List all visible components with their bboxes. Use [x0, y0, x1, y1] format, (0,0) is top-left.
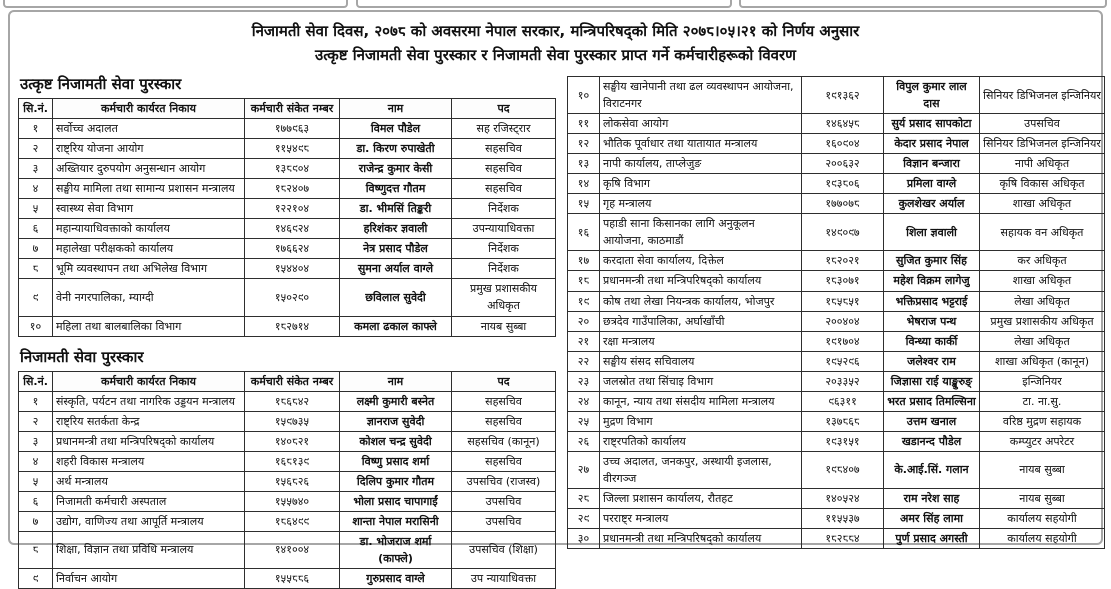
cell-office: सङ्घीय मामिला तथा सामान्य प्रशासन मन्त्रालय	[53, 179, 245, 199]
cell-name: राम नरेश साह	[884, 488, 980, 508]
cell-office: शिक्षा, विज्ञान तथा प्रविधि मन्त्रालय	[53, 531, 245, 568]
table-row	[568, 311, 1105, 331]
award-table-civil-2	[567, 76, 1105, 549]
cell-sn: ३	[19, 431, 53, 451]
cell-post: निर्देशक	[452, 199, 556, 219]
table-row	[19, 199, 556, 219]
section1-heading: उत्कृष्ट निजामती सेवा पुरस्कार	[20, 75, 182, 93]
table-row	[19, 316, 556, 336]
cell-post: कम्प्युटर अपरेटर	[980, 431, 1105, 451]
table-row	[568, 371, 1105, 391]
table-row	[568, 451, 1105, 488]
cell-post: उप न्यायाधिवक्ता	[452, 569, 556, 589]
left-column	[18, 72, 555, 589]
cell-sn: ११	[568, 114, 600, 134]
section2-heading: निजामती सेवा पुरस्कार	[20, 347, 144, 366]
cell-post: नायब सुब्बा	[980, 488, 1105, 508]
table-row	[19, 431, 556, 451]
table-row	[568, 271, 1105, 291]
cell-office: गृह मन्त्रालय	[600, 194, 802, 214]
cell-office: करदाता सेवा कार्यालय, दिक्तेल	[600, 251, 802, 271]
cell-code: १९१३६२	[802, 77, 884, 114]
cell-code: १८२०२१	[802, 251, 884, 271]
cell-post: सिनियर डिभिजनल इन्जिनियर	[980, 77, 1105, 114]
cell-post: उपन्यायाधिवक्ता	[452, 219, 556, 239]
table-row	[19, 531, 556, 568]
cell-office: छत्रदेव गाउँपालिका, अर्घाखाँची	[600, 311, 802, 331]
cell-name: राजेन्द्र कुमार केसी	[340, 159, 452, 179]
cell-post: प्रमुख प्रशासकीय अधिकृत	[452, 279, 556, 316]
table-row	[568, 174, 1105, 194]
cell-sn: २९	[568, 509, 600, 529]
column-header-sn: सि.नं.	[19, 99, 53, 119]
right-column	[567, 76, 1105, 549]
cell-post: सिनियर डिभिजनल इन्जिनियर	[980, 134, 1105, 154]
cell-name: शिला ज्ञवाली	[884, 214, 980, 251]
cell-name: के.आई.सिं. गलान	[884, 451, 980, 488]
cell-code: १६८१३९	[245, 451, 340, 471]
cell-post: सहसचिव	[452, 451, 556, 471]
cell-code: १८५८५१	[802, 291, 884, 311]
cell-code: २००६३२	[802, 154, 884, 174]
cell-post: कार्यालय सहयोगी	[980, 529, 1105, 549]
table-row	[568, 488, 1105, 508]
cell-code: १८६४९९	[245, 511, 340, 531]
cell-office: कोष तथा लेखा नियन्त्रक कार्यालय, भोजपुर	[600, 291, 802, 311]
cell-office: अर्थ मन्त्रालय	[53, 471, 245, 491]
cell-name: छविलाल सुवेदी	[340, 279, 452, 316]
cell-office: प्रधानमन्त्री तथा मन्त्रिपरिषद्को कार्यालय	[53, 431, 245, 451]
table-row	[568, 391, 1105, 411]
cell-code: १९५२९६	[802, 351, 884, 371]
cell-code: १९३१५१	[802, 431, 884, 451]
cell-code: १७७०७८	[802, 194, 884, 214]
cell-post: कृषि विकास अधिकृत	[980, 174, 1105, 194]
cell-post: इन्जिनियर	[980, 371, 1105, 391]
cell-post: सहायक वन अधिकृत	[980, 214, 1105, 251]
table-row	[568, 509, 1105, 529]
table-row	[19, 471, 556, 491]
table-row	[19, 179, 556, 199]
table-row	[568, 154, 1105, 174]
cell-post: कर अधिकृत	[980, 251, 1105, 271]
cell-name: डा. भोजराज शर्मा (काफ्ले)	[340, 531, 452, 568]
cell-sn: ८	[19, 531, 53, 568]
cell-name: जिज्ञासा राई याङ्खुरुङ्	[884, 371, 980, 391]
cell-name: विष्णुदत्त गौतम	[340, 179, 452, 199]
cell-office: उद्योग, वाणिज्य तथा आपूर्ति मन्त्रालय	[53, 511, 245, 531]
cell-office: सर्वोच्च अदालत	[53, 119, 245, 139]
cell-post: सह रजिस्ट्रार	[452, 119, 556, 139]
cell-post: सहसचिव	[452, 391, 556, 411]
cell-code: १५९७३५	[245, 411, 340, 431]
cell-office: भौतिक पूर्वाधार तथा यातायात मन्त्रालय	[600, 134, 802, 154]
cell-name: कुलशेखर अर्याल	[884, 194, 980, 214]
cell-name: सुमना अर्याल वाग्ले	[340, 259, 452, 279]
cell-name: विष्णु प्रसाद शर्मा	[340, 451, 452, 471]
cell-office: कृषि विभाग	[600, 174, 802, 194]
table-row	[19, 491, 556, 511]
cell-post: उपसचिव (शिक्षा)	[452, 531, 556, 568]
cell-name: भेषराज पन्थ	[884, 311, 980, 331]
cell-sn: ८	[19, 259, 53, 279]
cell-name: हरिशंकर ज्ञवाली	[340, 219, 452, 239]
cell-sn: ६	[19, 491, 53, 511]
cell-sn: २	[19, 411, 53, 431]
table-header-row	[19, 371, 556, 391]
column-header-office: कर्मचारी कार्यरत निकाय	[53, 371, 245, 391]
cell-name: खडानन्द पौडेल	[884, 431, 980, 451]
cell-name: दिलिप कुमार गौतम	[340, 471, 452, 491]
cell-code: ११५५३७	[802, 509, 884, 529]
cell-office: अख्तियार दुरुपयोग अनुसन्धान आयोग	[53, 159, 245, 179]
cell-post: उपसचिव	[980, 114, 1105, 134]
cell-name: ज्ञानराज सुवेदी	[340, 411, 452, 431]
cell-office: राष्ट्रिय योजना आयोग	[53, 139, 245, 159]
cell-name: प्रमिला वाग्ले	[884, 174, 980, 194]
content-columns	[18, 72, 1101, 589]
table-row	[568, 77, 1105, 114]
top-cropped-panel-left	[3, 0, 348, 8]
cell-post: शाखा अधिकृत (कानून)	[980, 351, 1105, 371]
cell-post: उपसचिव	[452, 491, 556, 511]
cell-post: सहसचिव	[452, 411, 556, 431]
cell-post: सहसचिव (कानून)	[452, 431, 556, 451]
table-row	[19, 119, 556, 139]
cell-sn: १७	[568, 251, 600, 271]
column-header-name: नाम	[340, 99, 452, 119]
cell-code: १२२१०४	[245, 199, 340, 219]
column-header-post: पद	[452, 371, 556, 391]
cell-name: अमर सिंह लामा	[884, 509, 980, 529]
cell-code: १९३८०६	[802, 174, 884, 194]
table-row	[568, 411, 1105, 431]
cell-code: २००४०४	[802, 311, 884, 331]
table-row	[19, 219, 556, 239]
cell-name: कोशल चन्द्र सुवेदी	[340, 431, 452, 451]
cell-office: निर्वाचन आयोग	[53, 569, 245, 589]
cell-sn: १८	[568, 271, 600, 291]
cell-name: नेत्र प्रसाद पौडेल	[340, 239, 452, 259]
cell-office: प्रधानमन्त्री तथा मन्त्रिपरिषद्को कार्यालय	[600, 529, 802, 549]
table-row	[568, 194, 1105, 214]
column-header-name: नाम	[340, 371, 452, 391]
table-row	[568, 251, 1105, 271]
cell-name: विज्ञान बन्जारा	[884, 154, 980, 174]
cell-post: लेखा अधिकृत	[980, 291, 1105, 311]
cell-office: भूमि व्यवस्थापन तथा अभिलेख विभाग	[53, 259, 245, 279]
table-row	[19, 239, 556, 259]
cell-post: निर्देशक	[452, 259, 556, 279]
cell-office: पहाडी साना किसानका लागि अनुकूलन आयोजना, काठमाडौं	[600, 214, 802, 251]
table-row	[19, 451, 556, 471]
document-title-line1: निजामती सेवा दिवस, २०७८ को अवसरमा नेपाल सरकार, मन्त्रिपरिषद्को मिति २०७८।०५।२१ को निर्णय अनुसार	[251, 22, 860, 40]
cell-office: परराष्ट्र मन्त्रालय	[600, 509, 802, 529]
cell-name: उत्तम खनाल	[884, 411, 980, 431]
cell-sn: २	[19, 139, 53, 159]
cell-code: १८२४०७	[245, 179, 340, 199]
cell-code: १८३०७१	[802, 271, 884, 291]
cell-office: निजामती कर्मचारी अस्पताल	[53, 491, 245, 511]
cell-code: १३८९०४	[245, 159, 340, 179]
cell-sn: १६	[568, 214, 600, 251]
cell-sn: ६	[19, 219, 53, 239]
cell-sn: २१	[568, 331, 600, 351]
cell-sn: ७	[19, 511, 53, 531]
column-header-office: कर्मचारी कार्यरत निकाय	[53, 99, 245, 119]
cell-code: १९१७०४	[802, 331, 884, 351]
cell-name: डा. भीमसिं तिङ्करी	[340, 199, 452, 219]
cell-name: डा. किरण रुपाखेती	[340, 139, 452, 159]
column-header-sn: सि.नं.	[19, 371, 53, 391]
cell-name: भरत प्रसाद तिमल्सिना	[884, 391, 980, 411]
cell-post: नायब सुब्बा	[452, 316, 556, 336]
cell-sn: १०	[19, 316, 53, 336]
cell-office: रक्षा मन्त्रालय	[600, 331, 802, 351]
cell-post: वरिष्ठ मुद्रण सहायक	[980, 411, 1105, 431]
cell-sn: २३	[568, 371, 600, 391]
cell-name: जलेश्वर राम	[884, 351, 980, 371]
cell-sn: १५	[568, 194, 600, 214]
table-row	[568, 214, 1105, 251]
table-row	[19, 411, 556, 431]
cell-sn: २५	[568, 411, 600, 431]
cell-office: महान्यायाधिवक्ताको कार्यालय	[53, 219, 245, 239]
cell-sn: २०	[568, 311, 600, 331]
document-title-line2: उत्कृष्ट निजामती सेवा पुरस्कार र निजामती सेवा पुरस्कार प्राप्त गर्ने कर्मचारीहरूको विवरण	[314, 46, 797, 64]
cell-sn: ४	[19, 451, 53, 471]
cell-post: निर्देशक	[452, 239, 556, 259]
cell-office: नापी कार्यालय, ताप्लेजुङ	[600, 154, 802, 174]
table-row	[568, 431, 1105, 451]
cell-name: विमल पौडेल	[340, 119, 452, 139]
cell-office: प्रधानमन्त्री तथा मन्त्रिपरिषद्को कार्यालय	[600, 271, 802, 291]
cell-office: जिल्ला प्रशासन कार्यालय, रौतहट	[600, 488, 802, 508]
cell-code: १५४४०४	[245, 259, 340, 279]
cell-name: केदार प्रसाद नेपाल	[884, 134, 980, 154]
table-row	[568, 529, 1105, 549]
cell-post: शाखा अधिकृत	[980, 271, 1105, 291]
cell-code: ९६३११	[802, 391, 884, 411]
cell-office: संस्कृति, पर्यटन तथा नागरिक उड्डयन मन्त्रालय	[53, 391, 245, 411]
table-row	[568, 134, 1105, 154]
cell-code: १४६९२४	[245, 219, 340, 239]
cell-code: २०३३५२	[802, 371, 884, 391]
cell-post: सहसचिव	[452, 179, 556, 199]
cell-post: उपसचिव (राजस्व)	[452, 471, 556, 491]
top-cropped-panel-middle	[356, 0, 732, 8]
cell-office: महिला तथा बालबालिका विभाग	[53, 316, 245, 336]
cell-name: लक्ष्मी कुमारी बस्नेत	[340, 391, 452, 411]
cell-sn: २६	[568, 431, 600, 451]
cell-post: कार्यालय सहयोगी	[980, 509, 1105, 529]
cell-code: १५६८२६	[245, 471, 340, 491]
cell-sn: २४	[568, 391, 600, 411]
cell-office: सङ्घीय संसद सचिवालय	[600, 351, 802, 371]
table-row	[19, 569, 556, 589]
cell-office: वेनी नगरपालिका, म्याग्दी	[53, 279, 245, 316]
cell-office: शहरी विकास मन्त्रालय	[53, 451, 245, 471]
cell-code: १५५८८६	[245, 569, 340, 589]
cell-name: महेश विक्रम लागेजु	[884, 271, 980, 291]
cell-sn: २२	[568, 351, 600, 371]
cell-sn: ५	[19, 199, 53, 219]
cell-code: १८२८८४	[802, 529, 884, 549]
table-row	[19, 159, 556, 179]
cell-sn: १३	[568, 154, 600, 174]
cell-code: १४०८२१	[245, 431, 340, 451]
cell-name: भक्तिप्रसाद भट्टराई	[884, 291, 980, 311]
cell-code: १९८४०७	[802, 451, 884, 488]
cell-sn: २८	[568, 488, 600, 508]
cell-code: १५५७४०	[245, 491, 340, 511]
cell-code: १६०९०४	[802, 134, 884, 154]
table-row	[568, 351, 1105, 371]
cell-name: विन्ध्या कार्की	[884, 331, 980, 351]
table-row	[19, 511, 556, 531]
award-table-excellent	[18, 98, 556, 337]
cell-sn: ५	[19, 471, 53, 491]
cell-office: राष्ट्रपतिको कार्यालय	[600, 431, 802, 451]
cell-post: टा. ना.सु.	[980, 391, 1105, 411]
cell-sn: १०	[568, 77, 600, 114]
cell-name: गुरुप्रसाद वाग्ले	[340, 569, 452, 589]
cell-sn: १२	[568, 134, 600, 154]
cell-post: सहसचिव	[452, 139, 556, 159]
table-row	[568, 114, 1105, 134]
cell-sn: २७	[568, 451, 600, 488]
award-table-civil-1	[18, 371, 556, 589]
cell-office: महालेखा परीक्षकको कार्यालय	[53, 239, 245, 259]
table-row	[568, 331, 1105, 351]
cell-post: लेखा अधिकृत	[980, 331, 1105, 351]
cell-office: जलस्रोत तथा सिंचाइ विभाग	[600, 371, 802, 391]
table-row	[19, 139, 556, 159]
table-row	[19, 391, 556, 411]
column-header-post: पद	[452, 99, 556, 119]
cell-sn: १४	[568, 174, 600, 194]
cell-code: १५०२९०	[245, 279, 340, 316]
cell-code: १८६८४२	[245, 391, 340, 411]
cell-code: ११५४९८	[245, 139, 340, 159]
top-cropped-panel-right	[739, 0, 1107, 8]
table-row	[568, 291, 1105, 311]
cell-post: उपसचिव	[452, 511, 556, 531]
cell-post: नापी अधिकृत	[980, 154, 1105, 174]
column-header-code: कर्मचारी संकेत नम्बर	[245, 99, 340, 119]
table-header-row	[19, 99, 556, 119]
cell-code: १३७८६८	[802, 411, 884, 431]
cell-office: सङ्घीय खानेपानी तथा ढल व्यवस्थापन आयोजना, विराटनगर	[600, 77, 802, 114]
cell-sn: १	[19, 119, 53, 139]
cell-sn: १	[19, 391, 53, 411]
cell-post: सहसचिव	[452, 159, 556, 179]
cell-name: पुर्ण प्रसाद अगस्ती	[884, 529, 980, 549]
cell-name: शान्ता नेपाल मरासिनी	[340, 511, 452, 531]
cell-sn: ७	[19, 239, 53, 259]
document-title	[18, 19, 1093, 67]
cell-office: उच्च अदालत, जनकपुर, अस्थायी इजलास, वीरगञ्ज	[600, 451, 802, 488]
cell-sn: १९	[568, 291, 600, 311]
cell-sn: ३०	[568, 529, 600, 549]
cell-sn: ९	[19, 569, 53, 589]
cell-office: मुद्रण विभाग	[600, 411, 802, 431]
cell-sn: ९	[19, 279, 53, 316]
table-row	[19, 279, 556, 316]
cell-name: विपुल कुमार लाल दास	[884, 77, 980, 114]
cell-office: राष्ट्रिय सतर्कता केन्द्र	[53, 411, 245, 431]
document-panel	[8, 10, 1103, 586]
column-header-code: कर्मचारी संकेत नम्बर	[245, 371, 340, 391]
cell-sn: ३	[19, 159, 53, 179]
cell-post: शाखा अधिकृत	[980, 194, 1105, 214]
cell-code: १४०५२४	[802, 488, 884, 508]
cell-code: १४१००४	[245, 531, 340, 568]
cell-office: लोकसेवा आयोग	[600, 114, 802, 134]
cell-name: कमला ढकाल काफ्ले	[340, 316, 452, 336]
cell-name: भोला प्रसाद चापागाईं	[340, 491, 452, 511]
cell-office: स्वास्थ्य सेवा विभाग	[53, 199, 245, 219]
cell-post: प्रमुख प्रशासकीय अधिकृत	[980, 311, 1105, 331]
cell-code: १४९०९७	[802, 214, 884, 251]
cell-code: १८२७१४	[245, 316, 340, 336]
cell-office: कानून, न्याय तथा संसदीय मामिला मन्त्रालय	[600, 391, 802, 411]
cell-sn: ४	[19, 179, 53, 199]
cell-code: १४६४५८	[802, 114, 884, 134]
cell-code: १७७९६३	[245, 119, 340, 139]
cell-post: नायब सुब्बा	[980, 451, 1105, 488]
cell-name: सुजित कुमार सिंह	[884, 251, 980, 271]
table-row	[19, 259, 556, 279]
cell-name: सुर्य प्रसाद सापकोटा	[884, 114, 980, 134]
cell-code: १७६६२४	[245, 239, 340, 259]
